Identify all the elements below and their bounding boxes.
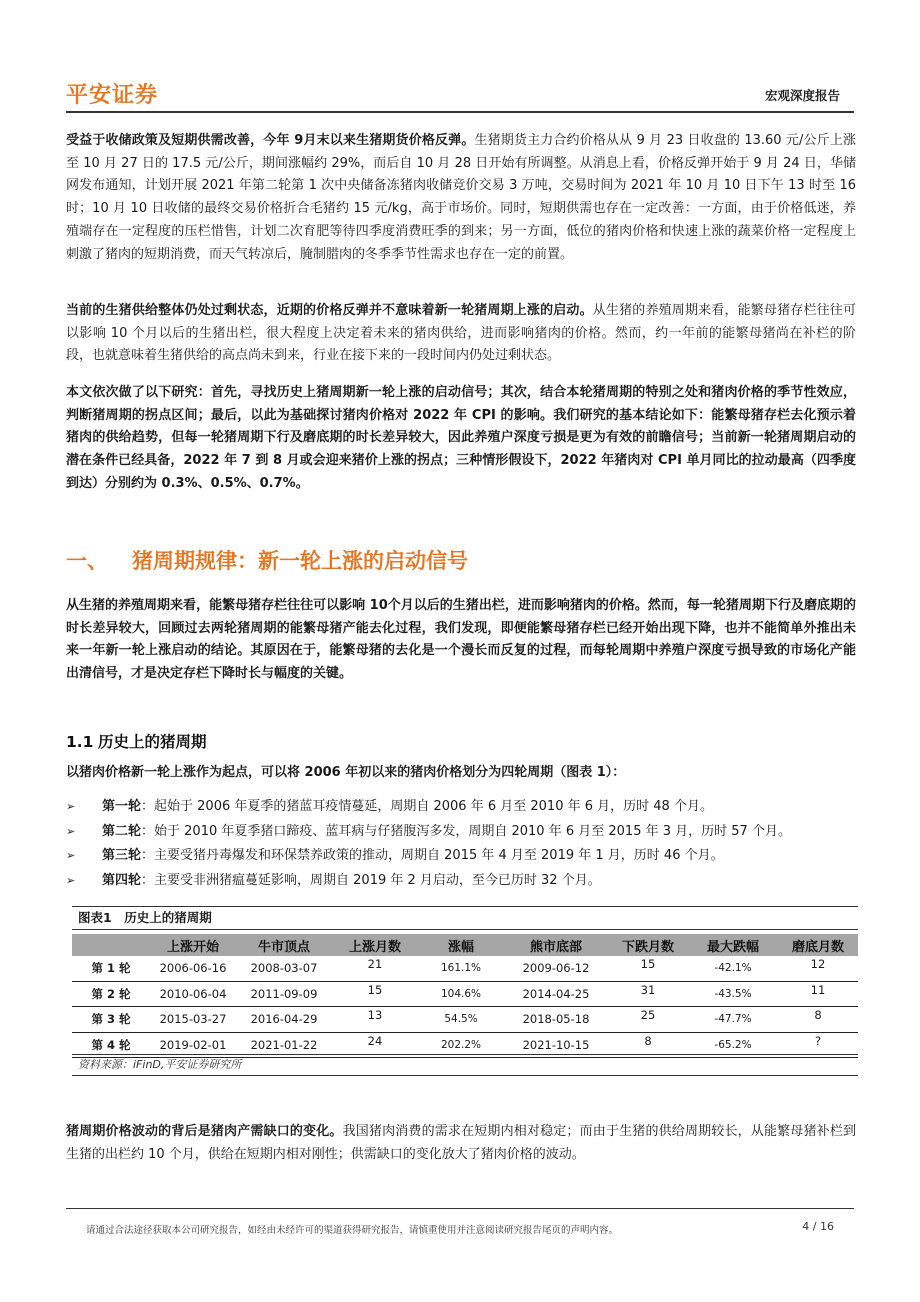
table-cell: 25 <box>608 1007 688 1033</box>
page-number: 4 / 16 <box>802 1220 834 1233</box>
list-item: ➢ 第四轮：主要受非洲猪瘟蔓延影响，周期自 2019 年 2 月启动，至今已历时 32 个月。 <box>66 869 856 894</box>
section-heading: 猪周期规律：新一轮上涨的启动信号 <box>132 549 468 573</box>
paragraph-lead: 从生猪的养殖周期来看，能繁母猪存栏往往可以影响 10个月以后的生猪出栏，进而影响猪肉的价格。然而，每一轮猪周期下行及磨底期的时长差异较大，回顾过去两轮猪周期的能繁母猪产能去化过程，我们发现，即便能繁母猪存栏已经开始出现下降，也并不能简单外推出未来一年新一轮上涨启动的结论。其原因在于，能繁母猪的去化是一个漫长而反复的过程，而每轮周期中养殖户深度亏损导致的市场化产能出清信号，才是决定存栏下降时长与幅度的关键。 <box>66 598 856 682</box>
cycle-bullet-list <box>66 795 856 893</box>
table-cell: 24 <box>332 1032 418 1058</box>
table-cell: 15 <box>332 981 418 1007</box>
table-cell: 2011-09-09 <box>236 981 332 1007</box>
figure-source: 资料来源：iFinD,平安证券研究所 <box>72 1054 858 1076</box>
table-row <box>72 981 858 1007</box>
arrow-bullet-icon: ➢ <box>66 849 76 862</box>
table-cell: 8 <box>608 1032 688 1058</box>
column-header: 涨幅 <box>418 934 504 956</box>
table-cell: 202.2% <box>418 1032 504 1058</box>
table-cell: 54.5% <box>418 1007 504 1033</box>
table-cell: 2019-02-01 <box>150 1032 236 1058</box>
table-row <box>72 956 858 981</box>
paragraph-supply-demand-gap <box>66 1121 856 1166</box>
paragraph-futures-rebound <box>66 130 856 266</box>
list-item: ➢ 第二轮：始于 2010 年夏季猪口蹄疫、蓝耳病与仔猪腹泻多发，周期自 2010 年 6 月至 2015 年 3 月，历时 57 个月。 <box>66 820 856 845</box>
table-cell: 第 2 轮 <box>72 981 150 1007</box>
figure-title: 图表1 历史上的猪周期 <box>72 906 858 930</box>
pig-cycle-table <box>72 934 858 1058</box>
column-header: 下跌月数 <box>608 934 688 956</box>
subsection-heading: 历史上的猪周期 <box>98 733 207 751</box>
paragraph-lead: 受益于收储政策及短期供需改善，今年 9月末以来生猪期货价格反弹。 <box>66 133 475 148</box>
column-header: 牛市顶点 <box>236 934 332 956</box>
table-cell: 2006-06-16 <box>150 956 236 981</box>
table-cell: 2021-01-22 <box>236 1032 332 1058</box>
section-title <box>66 545 468 575</box>
table-cell: 2010-06-04 <box>150 981 236 1007</box>
paragraph-lead: 当前的生猪供给整体仍处过剩状态，近期的价格反弹并不意味着新一轮猪周期上涨的启动。 <box>66 303 593 318</box>
table-header-row <box>72 934 858 956</box>
column-header: 磨底月数 <box>778 934 858 956</box>
footer-divider <box>66 1208 854 1209</box>
paragraph-cycle-division <box>66 762 856 785</box>
table-cell: 2018-05-18 <box>504 1007 608 1033</box>
arrow-bullet-icon: ➢ <box>66 873 76 887</box>
table-cell: 第 4 轮 <box>72 1032 150 1058</box>
table-cell: 第 3 轮 <box>72 1007 150 1033</box>
table-cell: 2015-03-27 <box>150 1007 236 1033</box>
paragraph-research-summary <box>66 382 856 496</box>
column-header: 上涨开始 <box>150 934 236 956</box>
table-cell: 2009-06-12 <box>504 956 608 981</box>
header-divider <box>66 111 854 113</box>
paragraph-body: 从生猪的养殖周期来看，能繁母猪存栏往往可以影响 10 个月以后的生猪出栏，很大程度上决定着未来的猪肉供给，进而影响猪肉的价格。然而，约一年前的能繁母猪尚在补栏的阶段，也就意味着生猪供给的高点尚未到来，行业在接下来的一段时间内仍处过剩状态。 <box>66 303 856 364</box>
table-cell: 15 <box>608 956 688 981</box>
list-item: ➢ 第三轮：主要受猪丹毒爆发和环保禁养政策的推动，周期自 2015 年 4 月至 2019 年 1 月，历时 46 个月。 <box>66 844 856 869</box>
paragraph-lead: 猪周期价格波动的背后是猪肉产需缺口的变化。 <box>66 1124 343 1139</box>
table-cell: -65.2% <box>688 1032 778 1058</box>
subsection-title <box>66 730 207 752</box>
table-cell: 11 <box>778 981 858 1007</box>
table-cell: 13 <box>332 1007 418 1033</box>
arrow-bullet-icon: ➢ <box>66 824 76 838</box>
paragraph-body: 我国猪肉消费的需求在短期内相对稳定；而由于生猪的供给周期较长，从能繁母猪补栏到生猪的出栏约 10 个月，供给在短期内相对刚性；供需缺口的变化放大了猪肉价格的波动。 <box>66 1124 856 1162</box>
company-logo: 平安证券 <box>66 83 159 108</box>
column-header: 最大跌幅 <box>688 934 778 956</box>
table-cell: 2016-04-29 <box>236 1007 332 1033</box>
table-cell: 104.6% <box>418 981 504 1007</box>
column-header: 熊市底部 <box>504 934 608 956</box>
paragraph-lead: 本文依次做了以下研究：首先，寻找历史上猪周期新一轮上涨的启动信号；其次，结合本轮猪周期的特别之处和猪肉价格的季节性效应，判断猪周期的拐点区间；最后，以此为基础探讨猪肉价格对 2022 年 CPI 的影响。我们研究的基本结论如下：能繁母猪存栏去化预示着猪肉的供给趋势，但每一轮猪周期下行及磨底期的时长差异较大，因此养殖户深度亏损是更为有效的前瞻信号；当前新一轮猪周期启动的潜在条件已经具备，2022 年 7 到 8 月或会迎来猪价上涨的拐点；三种情形假设下，2022 年猪肉对 CPI 单月同比的拉动最高（四季度到达）分别约为 0.3%、0.5%、0.7%。 <box>66 385 856 491</box>
paragraph-body: 生猪期货主力合约价格从从 9 月 23 日收盘的 13.60 元/公斤上涨至 10 月 27 日的 17.5 元/公斤，期间涨幅约 29%，而后自 10 月 28 日开始有所调整。从消息上看，价格反弹开始于 9 月 24 日，华储网发布通知，计划开展 2021 年第二轮第 1 次中央储备冻猪肉收储竞价交易 3 万吨，交易时间为 2021 年 10 月 10 日下午 13 时至 16 时；10 月 10 日收储的最终交易价格折合毛猪约 15 元/kg，高于市场价。同时，短期供需也存在一定改善：一方面，由于价格低迷，养殖端存在一定程度的压栏惜售，计划二次育肥等待四季度消费旺季的到来；另一方面，低位的猪肉价格和快速上涨的蔬菜价格一定程度上刺激了猪肉的短期消费，而天气转凉后，腌制腊肉的冬季季节性需求也存在一定的前置。 <box>66 133 856 262</box>
paragraph-supply-surplus <box>66 300 856 368</box>
paragraph-lead: 以猪肉价格新一轮上涨作为起点，可以将 2006 年初以来的猪肉价格划分为四轮周期（图表 1）： <box>66 765 626 780</box>
list-item: ➢ 第一轮：起始于 2006 年夏季的猪蓝耳疫情蔓延，周期自 2006 年 6 月至 2010 年 6 月，历时 48 个月。 <box>66 795 856 820</box>
table-cell: ? <box>778 1032 858 1058</box>
subsection-number: 1.1 <box>66 733 94 751</box>
table-cell: 21 <box>332 956 418 981</box>
table-cell: 2021-10-15 <box>504 1032 608 1058</box>
column-header <box>72 934 150 956</box>
report-type-label: 宏观深度报告 <box>764 88 840 103</box>
table-cell: 161.1% <box>418 956 504 981</box>
table-cell: 8 <box>778 1007 858 1033</box>
table-cell: 2008-03-07 <box>236 956 332 981</box>
table-cell: 31 <box>608 981 688 1007</box>
table-cell: -47.7% <box>688 1007 778 1033</box>
column-header: 上涨月数 <box>332 934 418 956</box>
arrow-bullet-icon: ➢ <box>66 800 76 813</box>
section-number: 一、 <box>66 549 108 573</box>
table-cell: -43.5% <box>688 981 778 1007</box>
table-cell: 第 1 轮 <box>72 956 150 981</box>
table-row <box>72 1007 858 1033</box>
table-cell: 2014-04-25 <box>504 981 608 1007</box>
paragraph-breeding-cycle <box>66 595 856 686</box>
footer-disclaimer: 请通过合法途径获取本公司研究报告，如经由未经许可的渠道获得研究报告，请慎重使用并注意阅读研究报告尾页的声明内容。 <box>86 1225 619 1236</box>
table-cell: -42.1% <box>688 956 778 981</box>
table-cell: 12 <box>778 956 858 981</box>
